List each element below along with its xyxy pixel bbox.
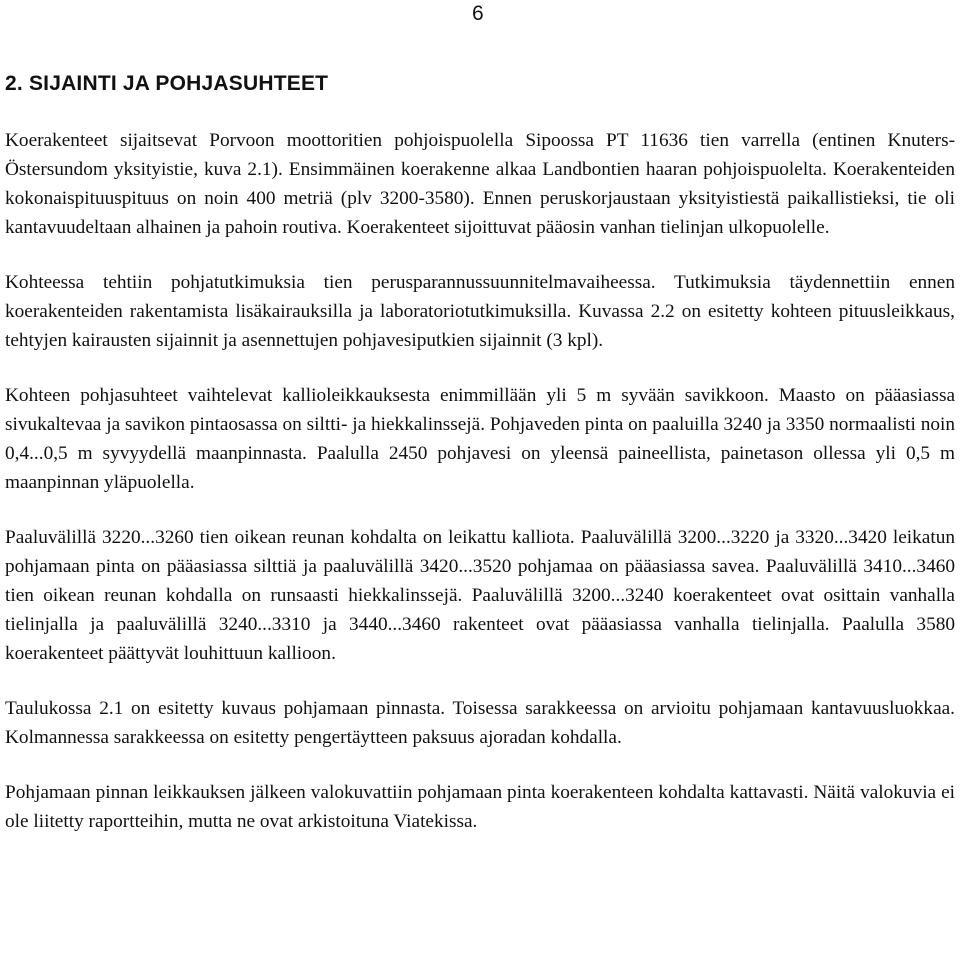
paragraph-location: Koerakenteet sijaitsevat Porvoon moottoritien pohjoispuolella Sipoossa PT 11636 tien varrella (entinen Knuters-Östersundom yksityistie, kuva 2.1). Ensimmäinen koerakenne alkaa Landbontien haaran pohjoispuolelta. Koerakenteiden kokonaispituuspituus on noin 400 metriä (plv 3200-3580). Ennen peruskorjaustaan yksityistiestä paikallistieksi, tie oli kantavuudeltaan alhainen ja pahoin routiva. Koerakenteet sijoittuvat pääosin vanhan tielinjan ulkopuolelle.: [5, 130, 955, 238]
section-heading: 2. SIJAINTI JA POHJASUHTEET: [5, 72, 329, 95]
paragraph-table-description: Taulukossa 2.1 on esitetty kuvaus pohjamaan pinnasta. Toisessa sarakkeessa on arvioitu pohjamaan kantavuusluokkaa. Kolmannessa sarakkeessa on esitetty pengertäytteen paksuus ajoradan kohdalla.: [5, 698, 955, 748]
paragraph-photographs: Pohjamaan pinnan leikkauksen jälkeen valokuvattiin pohjamaan pinta koerakenteen kohdalta kattavasti. Näitä valokuvia ei ole liitetty raportteihin, mutta ne ovat arkistoituna Viatekissa.: [5, 782, 955, 832]
paragraph-station-intervals: Paaluvälillä 3220...3260 tien oikean reunan kohdalta on leikattu kalliota. Paaluvälillä 3200...3220 ja 3320...3420 leikatun pohjamaan pinta on pääasiassa silttiä ja paaluvälillä 3420...3520 pohjamaa on pääasiassa savea. Paaluvälillä 3410...3460 tien oikean reunan kohdalla on runsaasti hiekkalinssejä. Paaluvälillä 3200...3240 koerakenteet ovat osittain vanhalla tielinjalla ja paaluvälillä 3240...3310 ja 3440...3460 rakenteet ovat pääasiassa vanhalla tielinjalla. Paalulla 3580 koerakenteet päättyvät louhittuun kallioon.: [5, 527, 955, 664]
document-body: [5, 70, 955, 862]
paragraph-investigations: Kohteessa tehtiin pohjatutkimuksia tien perusparannussuunnitelmavaiheessa. Tutkimuksia täydennettiin ennen koerakenteiden rakentamista lisäkairauksilla ja laboratoriotutkimuksilla. Kuvassa 2.2 on esitetty kohteen pituusleikkaus, tehtyjen kairausten sijainnit ja asennettujen pohjavesiputkien sijainnit (3 kpl).: [5, 272, 955, 351]
page-number: 6: [472, 2, 484, 25]
paragraph-ground-conditions: Kohteen pohjasuhteet vaihtelevat kallioleikkauksesta enimmillään yli 5 m syvään savikkoon. Maasto on pääasiassa sivukaltevaa ja savikon pintaosassa on siltti- ja hiekkalinssejä. Pohjaveden pinta on paaluilla 3240 ja 3350 normaalisti noin 0,4...0,5 m syvyydellä maanpinnasta. Paalulla 2450 pohjavesi on yleensä paineellista, painetason ollessa yli 0,5 m maanpinnan yläpuolella.: [5, 385, 955, 493]
